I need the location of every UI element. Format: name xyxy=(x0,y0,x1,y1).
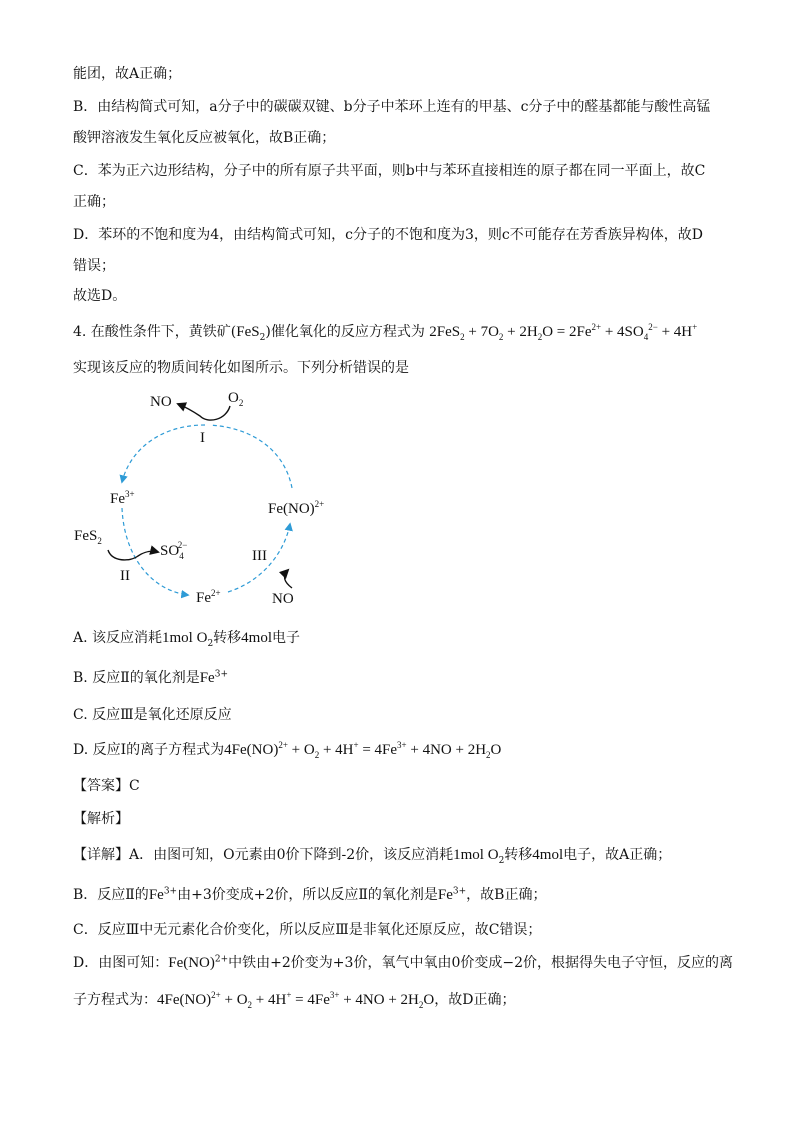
detail-d-2: 子方程式为：$4Fe(NO)^{2+} + O_2 + 4H^+ = 4Fe^{3+} + 4NO + 2H_2O$，故D正确； xyxy=(73,990,516,1010)
detail-c: C．反应Ⅲ中无元素化合价变化，所以反应Ⅲ是非氧化还原反应，故C错误； xyxy=(73,922,542,938)
arc-feno-to-I xyxy=(210,425,292,488)
no-top-label: NO xyxy=(150,394,172,410)
prev-line-8: 故选D。 xyxy=(73,288,127,304)
question-stem: 4. 在酸性条件下，黄铁矿(FeS$_2$)催化氧化的反应方程式为 $2FeS_2 + 7O_2 + 2H_2O = 2Fe^{2+} + 4SO_4^{2-} + 4H^+$ xyxy=(73,322,698,343)
feno-label: Fe(NO)$^{2+}$ xyxy=(268,499,325,517)
o2-top-label: $O_2$ xyxy=(228,390,244,408)
no-bottom-label: NO xyxy=(272,591,294,607)
answer-label: 【答案】 xyxy=(73,778,129,794)
option-a[interactable]: A. 该反应消耗1mol $O_2$转移4mol电子 xyxy=(73,630,301,649)
prev-line-2: B．由结构简式可知，a分子中的碳碳双键、b分子中苯环上连有的甲基、c分子中的醛基都能与酸性高锰 xyxy=(73,99,711,115)
fe3-label: $Fe^{3+}$ xyxy=(110,489,135,507)
arrow-no-to-feno xyxy=(285,570,292,588)
answer-value: C xyxy=(129,778,140,794)
detail-b: B．反应Ⅱ的$Fe^{3+}$由+3价变成+2价，所以反应Ⅱ的氧化剂是$Fe^{3+}$，故B正确； xyxy=(73,886,547,903)
prev-line-4: C．苯为正六边形结构，分子中的所有原子共平面，则b中与苯环直接相连的原子都在同一平面上，故C xyxy=(73,163,706,179)
arrow-fes2-to-so4 xyxy=(108,550,158,560)
prev-line-7: 错误； xyxy=(73,258,115,274)
fes2-label: FeS$_2$ xyxy=(74,528,102,546)
prev-line-6: D．苯环的不饱和度为4，由结构简式可知，c分子的不饱和度为3，则c不可能存在芳香族异构体，故D xyxy=(73,227,703,243)
prev-line-5: 正确； xyxy=(73,194,115,210)
so4-label: $SO_42-$ xyxy=(160,540,188,561)
overall-equation: $2FeS_2 + 7O_2 + 2H_2O = 2Fe^{2+} + 4SO_4^{2-} + 4H^+$ xyxy=(429,322,698,342)
prev-line-3: 酸钾溶液发生氧化反应被氧化，故B正确； xyxy=(73,130,336,146)
analysis-label: 【解析】 xyxy=(73,811,129,827)
label-III: III xyxy=(252,548,267,564)
option-b[interactable]: B. 反应Ⅱ的氧化剂是$Fe^{3+}$ xyxy=(73,669,228,686)
arc-I-to-fe3 xyxy=(122,425,205,482)
detail-d-1: D．由图可知：Fe(NO)$^{2+}$中铁由+2价变为+3价，氧气中氧由0价变成−2价，根据得失电子守恒，反应的离 xyxy=(73,954,733,971)
arrow-o2-to-no xyxy=(178,404,230,420)
reaction-cycle-diagram xyxy=(60,380,360,620)
option-d[interactable]: D. 反应Ⅰ的离子方程式为$4Fe(NO)^{2+} + O_2 + 4H^+ = 4Fe^{3+} + 4NO + 2H_2O$ xyxy=(73,740,502,760)
detail-a: 【详解】A．由图可知，O元素由0价下降到-2价，该反应消耗1mol $O_2$转移4mol电子，故A正确； xyxy=(73,847,672,866)
fe2-label: $Fe^{2+}$ xyxy=(196,588,221,606)
label-II: II xyxy=(120,568,130,584)
label-I: I xyxy=(200,430,205,446)
prev-line-1: 能团，故A正确； xyxy=(73,66,182,82)
answer-line xyxy=(73,776,734,796)
question-line-2: 实现该反应的物质间转化如图所示。下列分析错误的是 xyxy=(73,360,409,376)
option-c[interactable]: C. 反应Ⅲ是氧化还原反应 xyxy=(73,707,232,723)
